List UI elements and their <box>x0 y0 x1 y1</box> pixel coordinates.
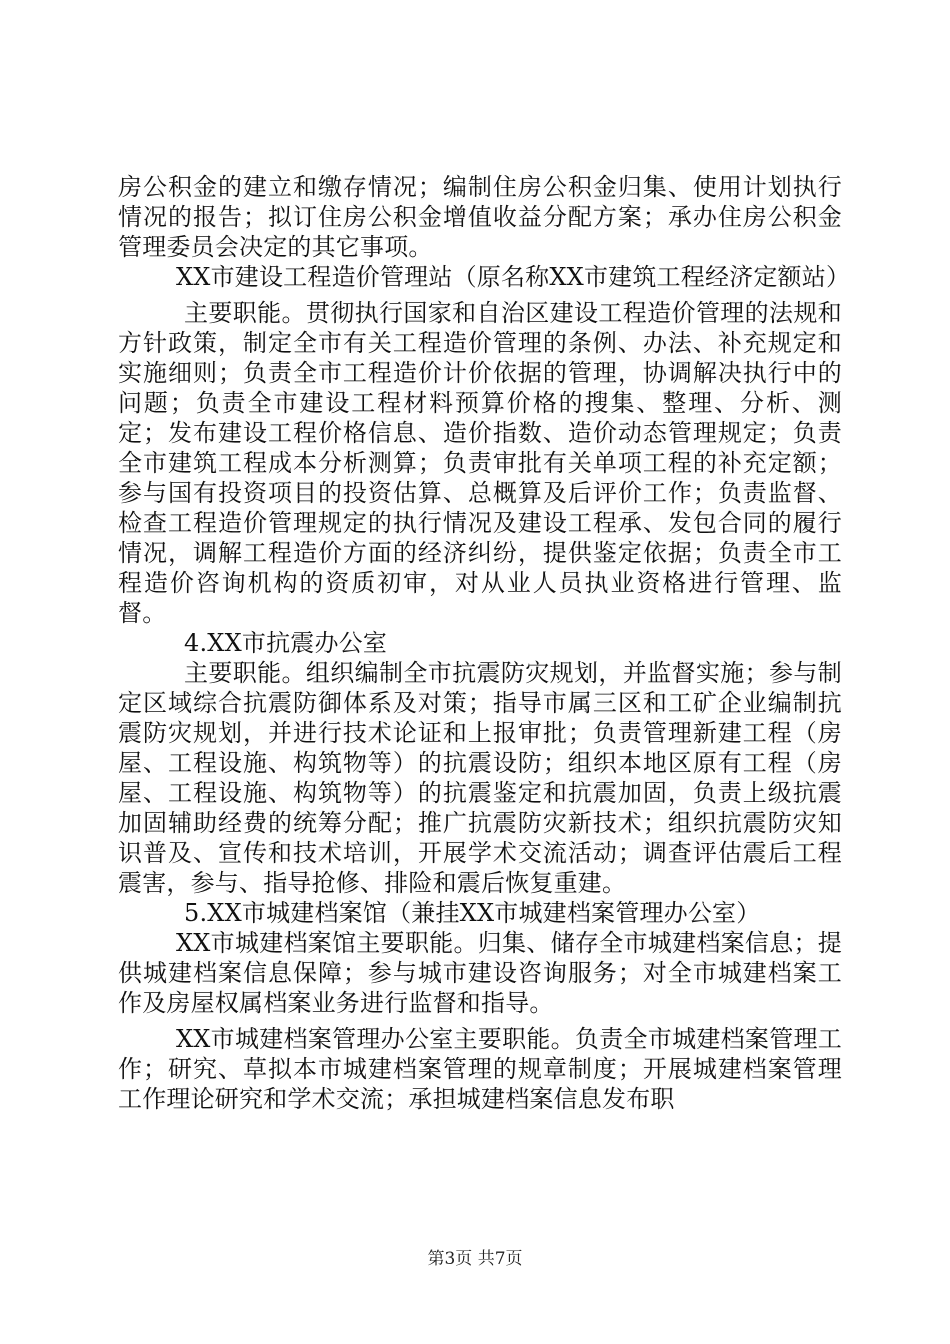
document-body <box>118 172 851 1114</box>
paragraph-earthquake-office-duties: 主要职能。组织编制全市抗震防灾规划，并监督实施；参与制定区域综合抗震防御体系及对策；指导市属三区和工矿企业编制抗震防灾规划，并进行技术论证和上报审批；负责管理新建工程（房屋、工程设施、构筑物等）的抗震设防；组织本地区原有工程（房屋、工程设施、构筑物等）的抗震鉴定和抗震加固，负责上级抗震加固辅助经费的统筹分配；推广抗震防灾新技术；组织抗震防灾知识普及、宣传和技术培训，开展学术交流活动；调查评估震后工程震害，参与、指导抢修、排险和震后恢复重建。 <box>118 659 842 897</box>
heading-urban-archives: 5.XX市城建档案馆（兼挂XX市城建档案管理办公室） <box>184 899 761 927</box>
paragraph-cost-station-duties: 主要职能。贯彻执行国家和自治区建设工程造价管理的法规和方针政策，制定全市有关工程造价管理的条例、办法、补充规定和实施细则；负责全市工程造价计价依据的管理，协调解决执行中的问题；负责全市建设工程材料预算价格的搜集、整理、分析、测定；发布建设工程价格信息、造价指数、造价动态管理规定；负责全市建筑工程成本分析测算；负责审批有关单项工程的补充定额；参与国有投资项目的投资估算、总概算及后评价工作；负责监督、检查工程造价管理规定的执行情况及建设工程承、发包合同的履行情况，调解工程造价方面的经济纠纷，提供鉴定依据；负责全市工程造价咨询机构的资质初审，对从业人员执业资格进行管理、监督。 <box>118 299 842 627</box>
paragraph-archives-office-duties: XX市城建档案管理办公室主要职能。负责全市城建档案管理工作；研究、草拟本市城建档案管理的规章制度；开展城建档案管理工作理论研究和学术交流；承担城建档案信息发布职 <box>118 1025 842 1113</box>
page-footer: 第3页 共7页 <box>427 1249 523 1269</box>
paragraph-urban-archives-duties: XX市城建档案馆主要职能。归集、储存全市城建档案信息；提供城建档案信息保障；参与城市建设咨询服务；对全市城建档案工作及房屋权属档案业务进行监督和指导。 <box>118 929 842 1017</box>
heading-cost-management-station: XX市建设工程造价管理站（原名称XX市建筑工程经济定额站） <box>176 263 851 291</box>
heading-earthquake-office: 4.XX市抗震办公室 <box>184 629 388 657</box>
paragraph-housing-fund: 房公积金的建立和缴存情况；编制住房公积金归集、使用计划执行情况的报告；拟订住房公积金增值收益分配方案；承办住房公积金管理委员会决定的其它事项。 <box>118 173 842 261</box>
